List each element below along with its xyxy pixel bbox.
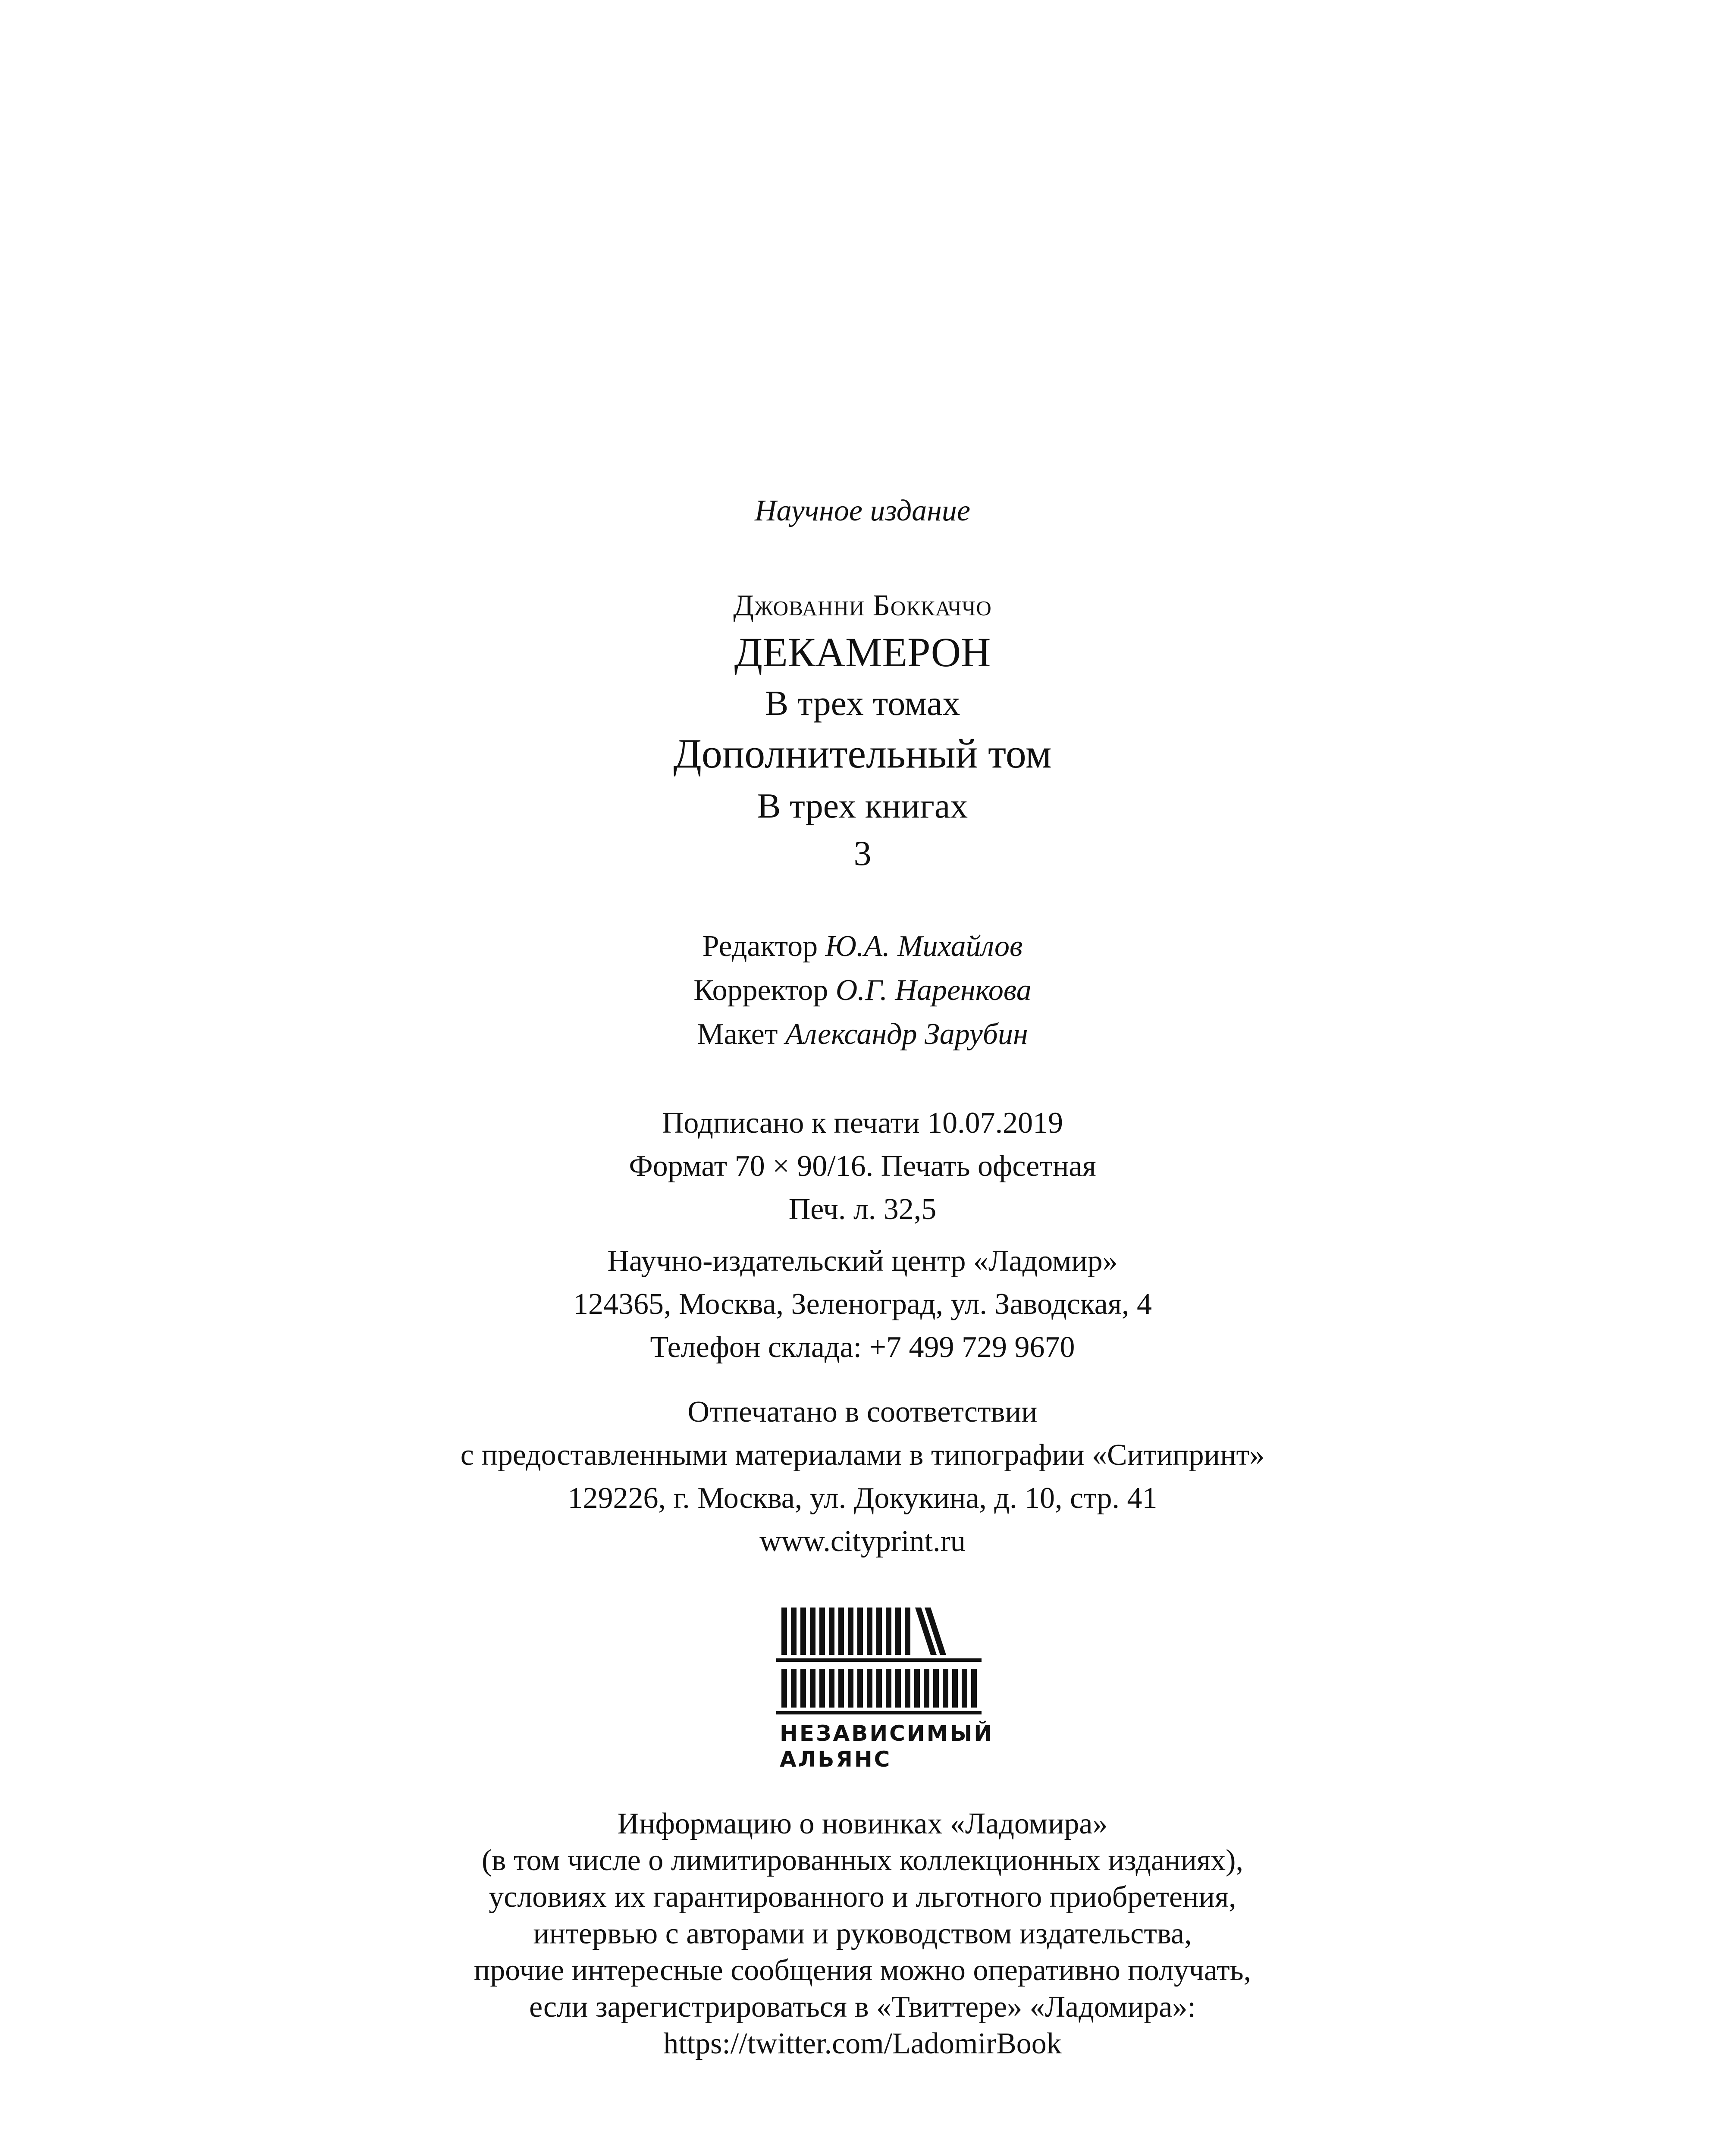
books-note: В трех книгах <box>757 786 968 825</box>
credit-proofreader <box>0 975 1725 1006</box>
footer-line: Информацию о новинках «Ладомира» <box>617 1807 1108 1840</box>
print-format: Формат 70 × 90/16. Печать офсетная <box>629 1150 1096 1183</box>
author-name: Джованни Боккаччо <box>733 589 992 622</box>
logo-line-2: АЛЬЯНС <box>780 1747 892 1772</box>
printer-line-2: с предоставленными материалами в типографии «Ситипринт» <box>460 1438 1265 1472</box>
footer-line: (в том числе о лимитированных коллекционных изданиях), <box>482 1844 1243 1877</box>
edition-type: Научное издание <box>755 494 970 527</box>
credit-name: Александр Зарубин <box>785 1018 1028 1051</box>
footer-line: если зарегистрироваться в «Твиттере» «Ладомира»: <box>529 1990 1196 2024</box>
publisher-phone: Телефон склада: +7 499 729 9670 <box>650 1331 1075 1364</box>
credit-editor <box>0 931 1725 962</box>
logo-line-1: НЕЗАВИСИМЫЙ <box>780 1721 994 1746</box>
book-title: ДЕКАМЕРОН <box>734 629 991 675</box>
credit-name: О.Г. Наренкова <box>835 974 1032 1007</box>
bookshelf-icon <box>776 1604 983 1716</box>
footer-line: условиях их гарантированного и льготного приобретения, <box>489 1880 1236 1914</box>
credit-role: Корректор <box>693 974 828 1007</box>
volumes-note: В трех томах <box>765 683 960 723</box>
publisher-address: 124365, Москва, Зеленоград, ул. Заводская, 4 <box>573 1288 1152 1321</box>
print-sheets: Печ. л. 32,5 <box>788 1193 937 1226</box>
logo-text <box>780 1720 994 1772</box>
printer-website: www.cityprint.ru <box>759 1525 966 1558</box>
credit-role: Макет <box>697 1018 778 1051</box>
volume-title: Дополнительный том <box>673 730 1052 777</box>
printer-address: 129226, г. Москва, ул. Докукина, д. 10, стр. 41 <box>568 1482 1157 1515</box>
signed-to-print: Подписано к печати 10.07.2019 <box>662 1106 1063 1140</box>
footer-line: интервью с авторами и руководством издательства, <box>533 1917 1192 1950</box>
footer-link: https://twitter.com/LadomirBook <box>663 2027 1062 2060</box>
printer-line-1: Отпечатано в соответствии <box>687 1395 1038 1429</box>
credit-layout <box>0 1019 1725 1050</box>
credit-name: Ю.А. Михайлов <box>825 930 1023 963</box>
book-number: 3 <box>853 834 872 873</box>
footer-line: прочие интересные сообщения можно оперативно получать, <box>474 1954 1251 1987</box>
credit-role: Редактор <box>702 930 818 963</box>
publisher-name: Научно-издательский центр «Ладомир» <box>607 1244 1118 1278</box>
